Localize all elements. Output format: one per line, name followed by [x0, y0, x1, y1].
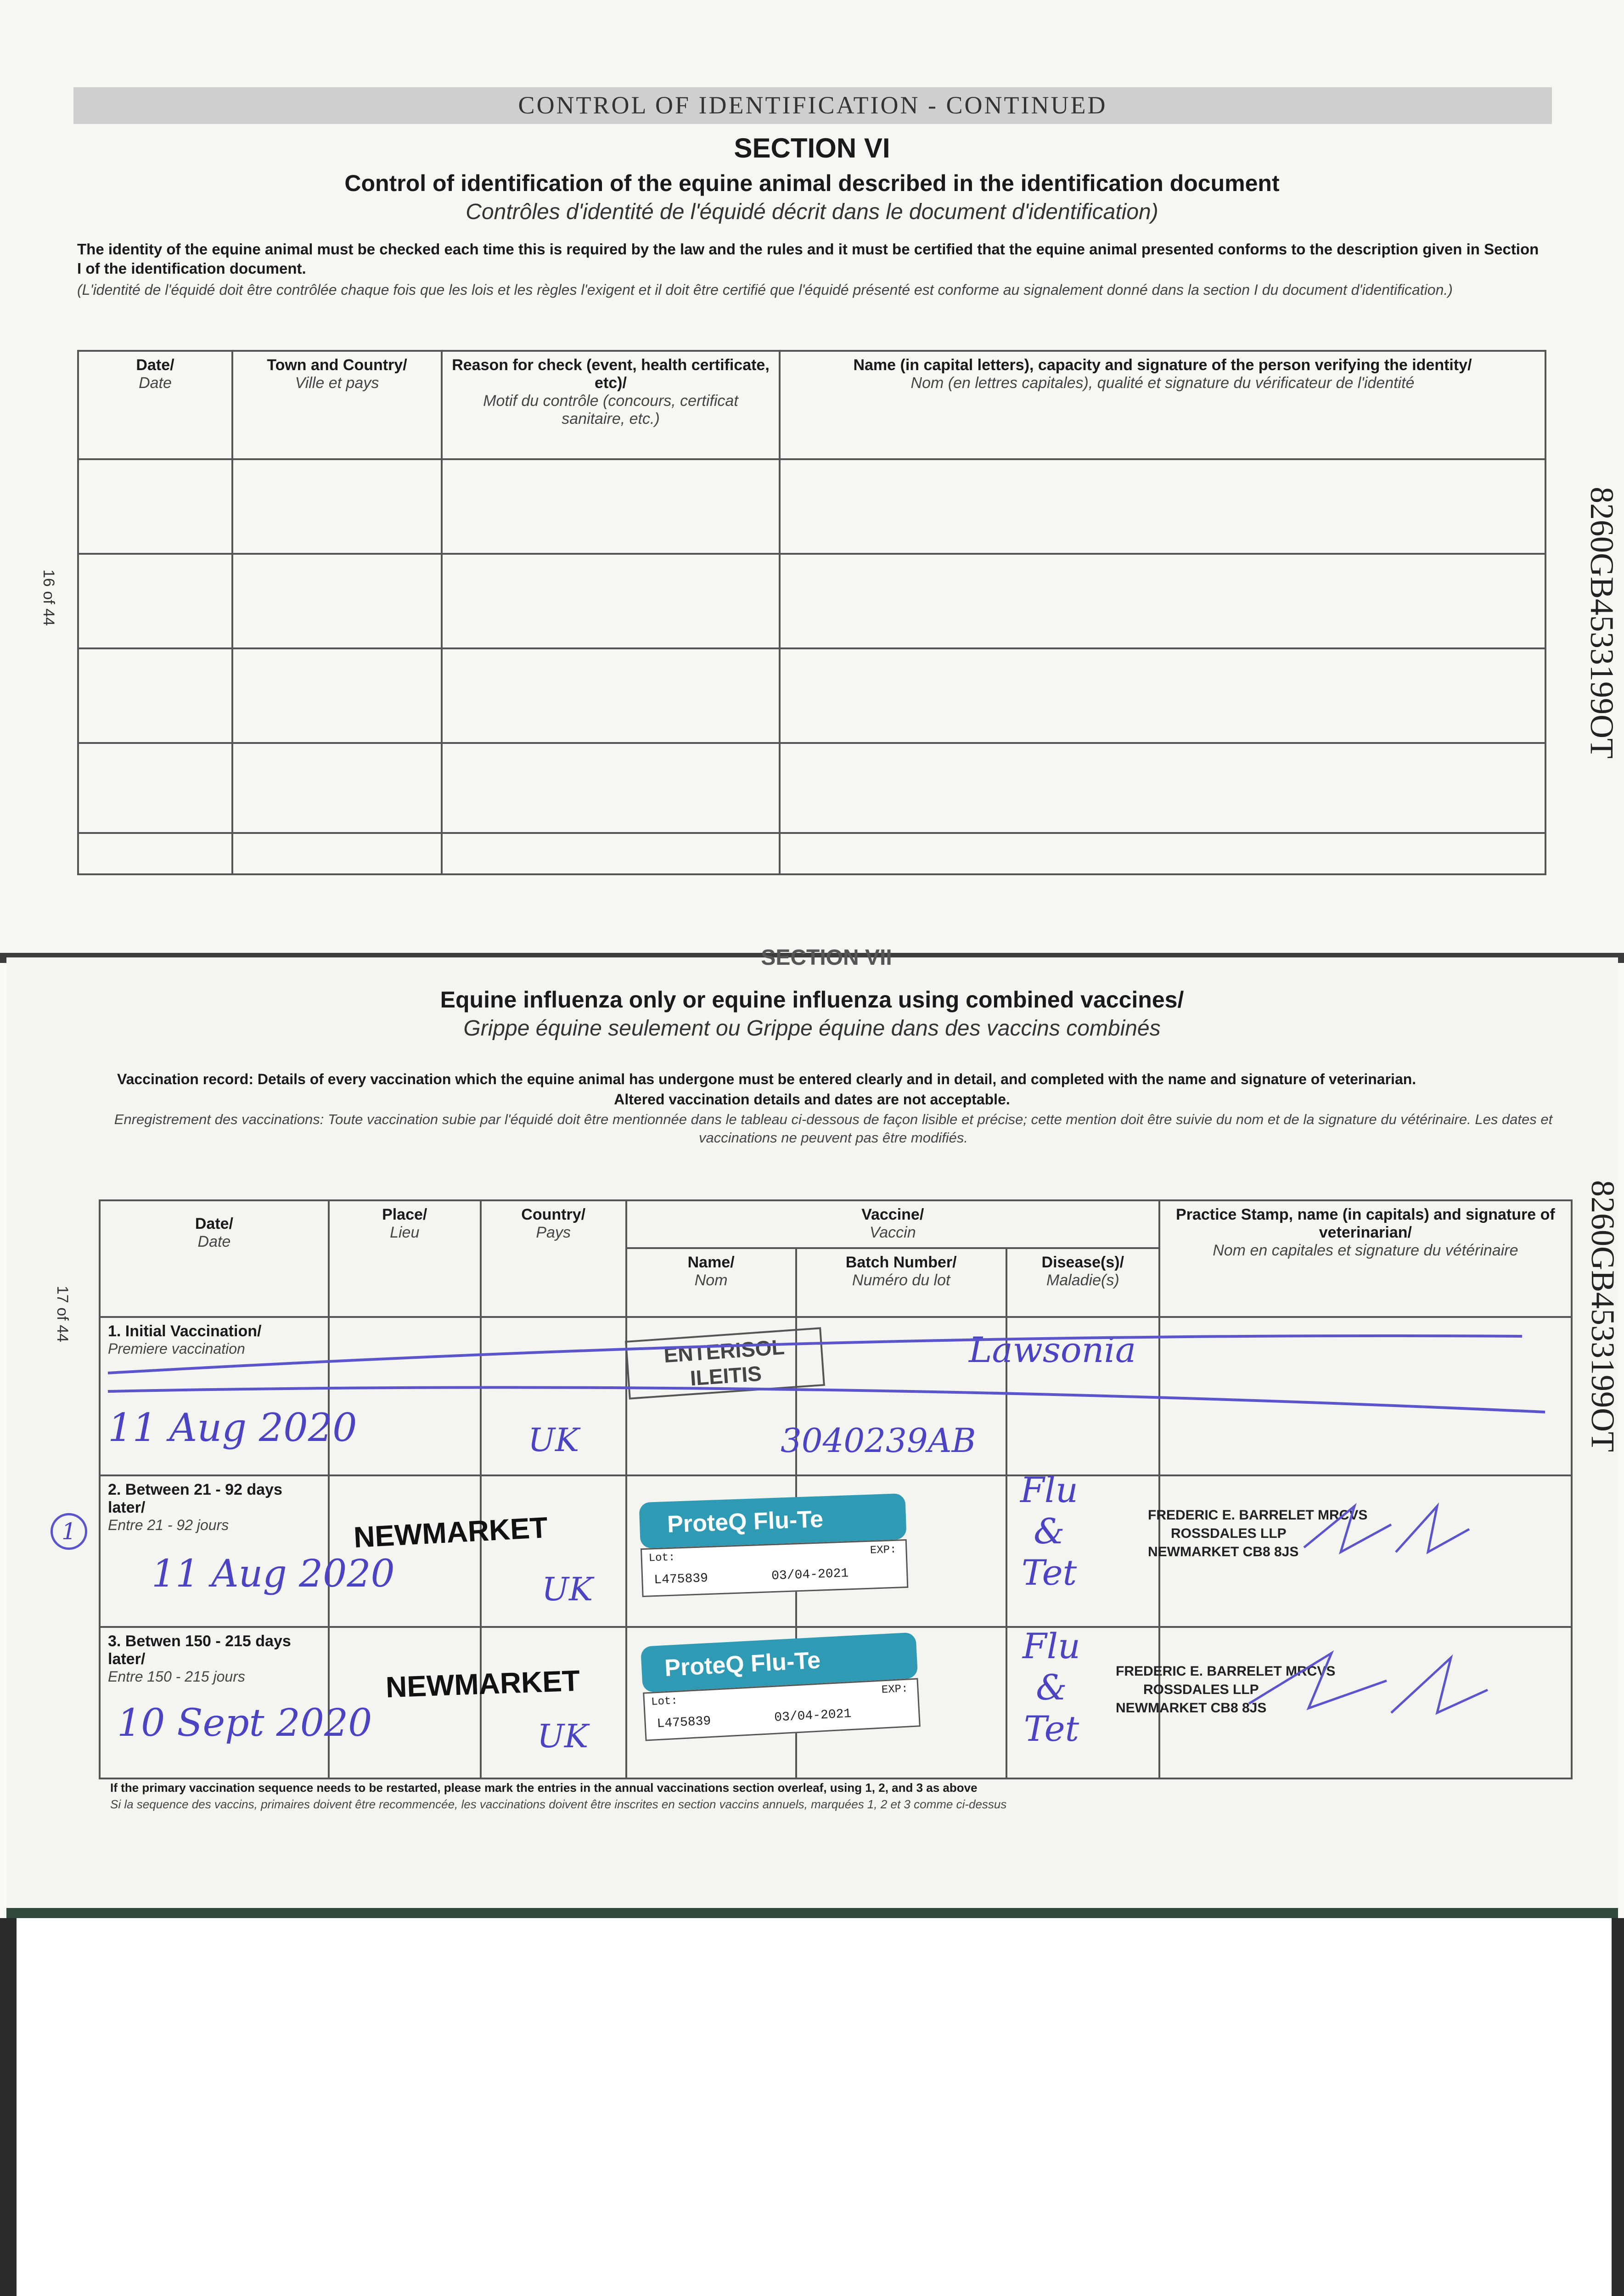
col-vaccine: Vaccine/ Vaccin: [626, 1200, 1159, 1248]
table-row: 3. Betwen 150 - 215 days later/ Entre 150 - 215 jours: [100, 1627, 1572, 1778]
section7-title: SECTION VII: [761, 945, 892, 970]
row1-cross-out-lines: [99, 1322, 1573, 1460]
section7-instructions-en-2: Altered vaccination details and dates are not acceptable.: [614, 1091, 1010, 1108]
section6-heading-fr: Contrôles d'identité de l'équidé décrit dans le document d'identification): [466, 200, 1158, 224]
footnote-en: If the primary vaccination sequence needs to be restarted, please mark the entries in the annual vaccinations section overleaf, using 1, 2, and 3 as above: [110, 1781, 978, 1795]
section7-instructions-en: Vaccination record: Details of every vaccination which the equine animal has undergone must be entered clearly and in detail, and completed with the name and signature of veterinarian.: [117, 1071, 1416, 1087]
section6-heading-en: Control of identification of the equine animal described in the identification document: [344, 170, 1280, 196]
row2-disease-handwritten: Flu & Tet: [1020, 1469, 1078, 1593]
blank-scan-area: [6, 1918, 1613, 2296]
table-row: [78, 743, 1545, 833]
row2-date-handwritten: 11 Aug 2020: [152, 1552, 395, 1596]
col-vet: Practice Stamp, name (in capitals) and signature of veterinarian/ Nom en capitales et signature du vétérinaire: [1159, 1200, 1572, 1317]
row2-practice-stamp: FREDERIC E. BARRELET MRCVS ROSSDALES LLP NEWMARKET CB8 8JS: [1148, 1508, 1368, 1559]
cover-edge-left: [0, 1918, 17, 2296]
vaccine-name-stamp: ENTERISOL ILEITIS: [625, 1327, 825, 1400]
col-vaccine-name: Name/ Nom: [626, 1248, 796, 1317]
col-disease: Disease(s)/ Maladie(s): [1006, 1248, 1159, 1317]
row2-vet-signature: [1299, 1497, 1474, 1566]
col-date: Date/ Date: [78, 351, 232, 459]
row2-vaccine-sticker: ProteQ Flu-Te Lot: EXP: L475839 03/04-2021: [639, 1493, 909, 1599]
row3-vaccine-sticker: ProteQ Flu-Te Lot: EXP: L475839 03/04-2021: [641, 1632, 921, 1743]
section6-title: SECTION VI: [734, 133, 890, 163]
col-date: Date/ Date: [100, 1200, 329, 1317]
row2-margin-mark: 1: [51, 1513, 87, 1550]
section6-instructions-fr: (L'identité de l'équidé doit être contrôlée chaque fois que les lois et les règles l'exigent et il doit être certifié que l'équidé présenté est conforme au signalement donné dans la section I du document d'identification.): [77, 281, 1453, 298]
row3-vet-signature: [1240, 1644, 1497, 1717]
page-number-bottom: 17 of 44: [54, 1286, 71, 1342]
section7-heading-en: Equine influenza only or equine influenza using combined vaccines/: [440, 987, 1184, 1013]
row2-country-handwritten: UK: [542, 1570, 593, 1608]
table-row: [78, 459, 1545, 554]
section-band-title: CONTROL OF IDENTIFICATION - CONTINUED: [518, 91, 1107, 119]
col-batch: Batch Number/ Numéro du lot: [796, 1248, 1006, 1317]
identification-check-table: [77, 350, 1546, 875]
table-row: [78, 554, 1545, 648]
table-row: 2. Between 21 - 92 days later/ Entre 21 - 92 jours: [100, 1475, 1572, 1627]
row3-disease-handwritten: Flu & Tet: [1023, 1626, 1080, 1749]
footnote-fr: Si la sequence des vaccins, primaires doivent être recommencée, les vaccinations doivent être inscrites en section vaccins annuels, marquées 1, 2 et 3 comme ci-dessus: [110, 1797, 1007, 1811]
col-verifier: Name (in capital letters), capacity and signature of the person verifying the identity/ Nom (en lettres capitales), qualité et signature du vérificateur de l'identité: [780, 351, 1545, 459]
row1-date-handwritten: 11 Aug 2020: [108, 1405, 357, 1450]
table-row: [78, 648, 1545, 743]
section7-heading-fr: Grippe équine seulement ou Grippe équine dans des vaccins combinés: [463, 1016, 1161, 1041]
passport-number-top: 8260GB4533199OT: [1584, 487, 1620, 759]
row3-date-handwritten: 10 Sept 2020: [117, 1701, 372, 1745]
section7-instructions-fr: Enregistrement des vaccinations: Toute vaccination subie par l'équidé doit être mentionnée dans le tableau ci-dessous de façon lisible et précise; cette mention doit être suivie du nom et de la signature du vétérinaire. Les dates et vaccinations ne peuvent pas être modifiés.: [114, 1111, 1553, 1146]
table-row: [78, 833, 1545, 874]
passport-number-bottom: 8260GB4533199OT: [1585, 1180, 1621, 1452]
col-town-country: Town and Country/ Ville et pays: [232, 351, 442, 459]
row1-batch-handwritten: 3040239AB: [781, 1421, 976, 1460]
col-country: Country/ Pays: [481, 1200, 626, 1317]
col-reason: Reason for check (event, health certificate, etc)/ Motif du contrôle (concours, certificat sanitaire, etc.): [442, 351, 780, 459]
row2-place-stamp: NEWMARKET: [353, 1510, 549, 1554]
section6-instructions-en: The identity of the equine animal must be checked each time this is required by the law and the rules and it must be certified that the equine animal presented conforms to the description given in Section I of the identification document.: [77, 241, 1539, 277]
col-place: Place/ Lieu: [329, 1200, 481, 1317]
row3-place-stamp: NEWMARKET: [385, 1664, 581, 1704]
cover-edge-right: [1612, 1918, 1624, 2296]
row1-disease-handwritten: Lawsonia: [969, 1329, 1136, 1370]
row3-practice-stamp: FREDERIC E. BARRELET MRCVS ROSSDALES LLP NEWMARKET CB8 8JS: [1116, 1664, 1336, 1716]
row3-country-handwritten: UK: [537, 1717, 589, 1755]
row1-country-handwritten: UK: [528, 1421, 579, 1459]
table-row: 1. Initial Vaccination/ Premiere vaccination: [100, 1317, 1572, 1475]
page-number-top: 16 of 44: [40, 569, 57, 626]
